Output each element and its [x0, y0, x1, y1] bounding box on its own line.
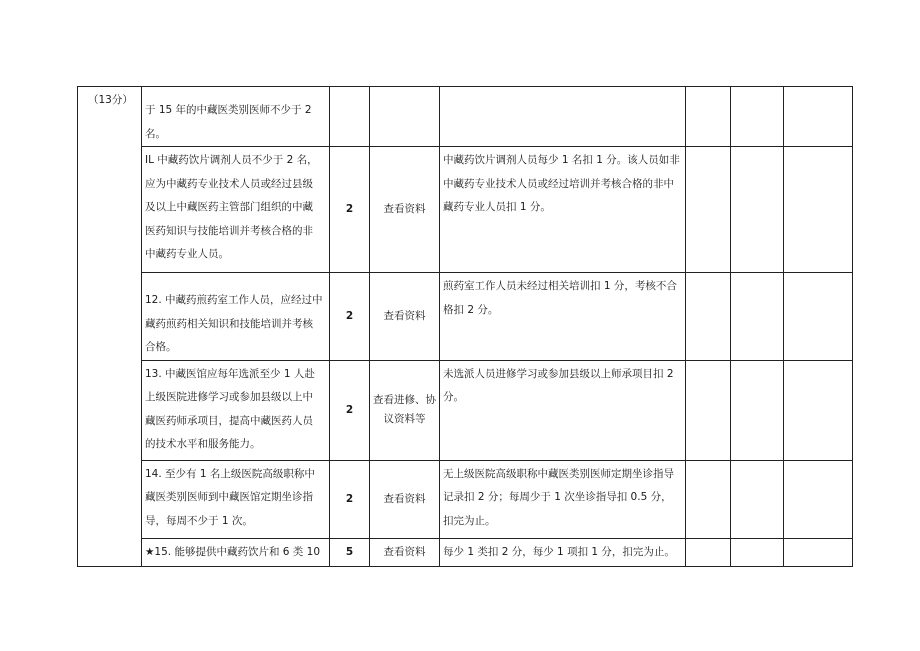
method-cell [370, 87, 440, 147]
requirement-cell [142, 460, 330, 538]
table-row [78, 147, 853, 273]
table-row [78, 460, 853, 538]
requirement-text: ★15. 能够提供中藏药饮片和 6 类 10 [145, 545, 321, 558]
score-cell: 2 [330, 147, 370, 273]
method-cell: 查看资料 [370, 538, 440, 566]
deduction-cell: 煎药室工作人员未经过相关培训扣 1 分，考核不合格扣 2 分。 [440, 273, 686, 361]
method-cell: 查看进修、协议资料等 [370, 360, 440, 460]
requirement-text: 14. 至少有 1 名上级医院高级职称中藏医类别医师到中藏医馆定期坐诊指导，每周不少于 1 次。 [145, 467, 315, 527]
requirement-text: IL 中藏药饮片调剂人员不少于 2 名，应为中藏药专业技术人员或经过县级及以上中藏医药主管部门组织的中藏医药知识与技能培训并考核合格的非中藏药专业人员。 [145, 154, 318, 260]
requirement-text: 13. 中藏医馆应每年选派至少 1 人赴上级医院进修学习或参加县级以上中藏医药师承项目，提高中藏医药人员的技术水平和服务能力。 [145, 367, 315, 450]
score-cell: 2 [330, 273, 370, 361]
blank-cell [731, 360, 784, 460]
blank-cell [731, 460, 784, 538]
table-row [78, 538, 853, 566]
score-cell: 2 [330, 460, 370, 538]
requirement-cell [142, 147, 330, 273]
blank-cell [784, 538, 853, 566]
table-row [78, 360, 853, 460]
blank-cell [731, 538, 784, 566]
blank-cell [731, 147, 784, 273]
requirement-text: 于 15 年的中藏医类别医师不少于 2 名。 [145, 104, 312, 140]
deduction-cell [440, 87, 686, 147]
blank-cell [686, 147, 731, 273]
blank-cell [686, 273, 731, 361]
requirement-cell [142, 360, 330, 460]
blank-cell [784, 460, 853, 538]
table-row [78, 87, 853, 147]
score-cell: 2 [330, 360, 370, 460]
deduction-cell: 无上级医院高级职称中藏医类别医师定期坐诊指导记录扣 2 分；每周少于 1 次坐诊指导扣 0.5 分，扣完为止。 [440, 460, 686, 538]
method-cell: 查看资料 [370, 147, 440, 273]
requirement-cell [142, 538, 330, 566]
blank-cell [686, 360, 731, 460]
deduction-cell: 中藏药饮片调剂人员每少 1 名扣 1 分。该人员如非中藏药专业技术人员或经过培训并考核合格的非中藏药专业人员扣 1 分。 [440, 147, 686, 273]
score-cell: 5 [330, 538, 370, 566]
table-row [78, 273, 853, 361]
deduction-cell: 未选派人员进修学习或参加县级以上师承项目扣 2 分。 [440, 360, 686, 460]
blank-cell [731, 87, 784, 147]
blank-cell [686, 460, 731, 538]
blank-cell [784, 273, 853, 361]
blank-cell [784, 147, 853, 273]
blank-cell [784, 360, 853, 460]
requirement-text: 12. 中藏药煎药室工作人员，应经过中藏药煎药相关知识和技能培训并考核合格。 [145, 294, 323, 353]
requirement-cell [142, 87, 330, 147]
blank-cell [686, 87, 731, 147]
requirement-cell [142, 273, 330, 361]
blank-cell [686, 538, 731, 566]
blank-cell [784, 87, 853, 147]
method-cell: 查看资料 [370, 273, 440, 361]
blank-cell [731, 273, 784, 361]
assessment-table [77, 86, 853, 567]
score-group-cell: （13分） [78, 87, 142, 567]
score-cell [330, 87, 370, 147]
deduction-cell: 每少 1 类扣 2 分，每少 1 项扣 1 分，扣完为止。 [440, 538, 686, 566]
method-cell: 查看资料 [370, 460, 440, 538]
